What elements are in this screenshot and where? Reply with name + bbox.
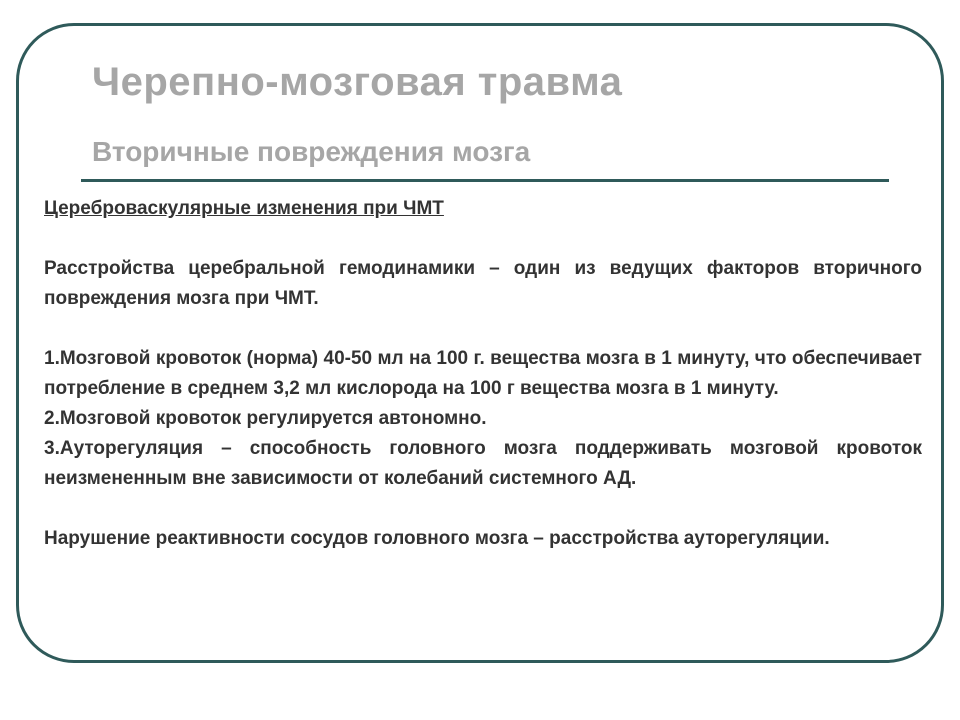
section-heading: Цереброваскулярные изменения при ЧМТ xyxy=(44,198,444,219)
slide-subtitle: Вторичные повреждения мозга xyxy=(92,136,531,167)
conclusion-paragraph: Нарушение реактивности сосудов головного мозга – расстройства ауторегуляции. xyxy=(44,528,830,549)
title-divider xyxy=(81,179,889,182)
spacer xyxy=(44,224,922,254)
slide-title: Черепно-мозговая травма xyxy=(92,60,623,104)
point-2: 2.Мозговой кровоток регулируется автономно. xyxy=(44,408,487,429)
point-3: 3.Ауторегуляция – способность головного мозга поддерживать мозговой кровоток неизмененным вне зависимости от колебаний системного АД. xyxy=(44,438,922,489)
spacer xyxy=(44,494,922,524)
intro-paragraph: Расстройства церебральной гемодинамики – один из ведущих факторов вторичного повреждения мозга при ЧМТ. xyxy=(44,258,922,309)
point-1: 1.Мозговой кровоток (норма) 40-50 мл на 100 г. вещества мозга в 1 минуту, что обеспечивает потребление в среднем 3,2 мл кислорода на 100 г вещества мозга в 1 минуту. xyxy=(44,348,922,399)
slide-content xyxy=(44,194,922,554)
spacer xyxy=(44,314,922,344)
